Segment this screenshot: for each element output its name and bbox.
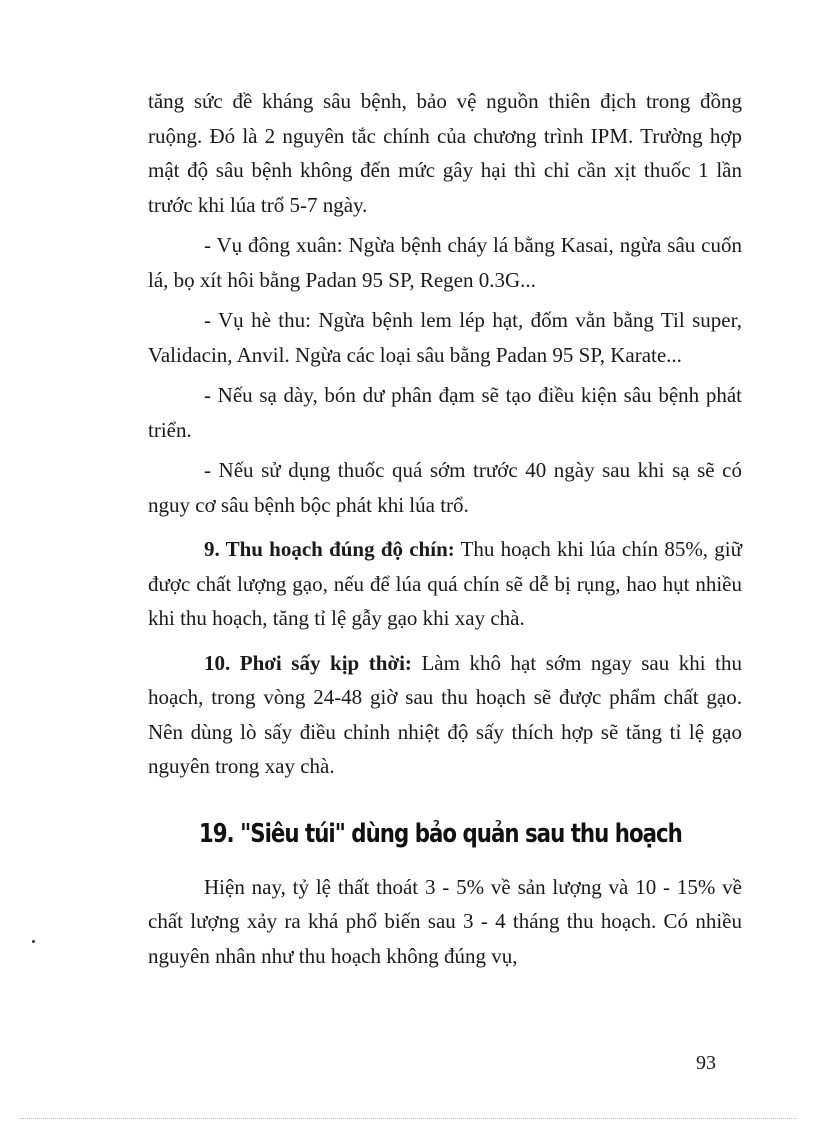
page-number: 93 — [696, 1052, 716, 1074]
footer-divider — [20, 1118, 796, 1119]
paragraph-section-intro: Hiện nay, tỷ lệ thất thoát 3 - 5% về sản lượng và 10 - 15% về chất lượng xảy ra khá phổ biến sau 3 - 4 tháng thu hoạch. Có nhiều nguyên nhân như thu hoạch không đúng vụ, — [148, 874, 742, 968]
scan-speck — [32, 940, 35, 943]
item-9-heading: 9. Thu hoạch đúng độ chín: — [204, 537, 455, 561]
paragraph-sa-day: - Nếu sạ dày, bón dư phân đạm sẽ tạo điều kiện sâu bệnh phát triển. — [148, 383, 742, 442]
paragraph-he-thu: - Vụ hè thu: Ngừa bệnh lem lép hạt, đốm vằn bằng Til super, Validacin, Anvil. Ngừa các loại sâu bằng Padan 95 SP, Karate... — [148, 308, 742, 367]
paragraph-item-10 — [148, 646, 742, 784]
paragraph-dong-xuan: - Vụ đông xuân: Ngừa bệnh cháy lá bằng Kasai, ngừa sâu cuốn lá, bọ xít hôi bằng Padan 95 SP, Regen 0.3G... — [148, 233, 742, 292]
item-10-heading: 10. Phơi sấy kịp thời: — [204, 650, 412, 675]
section-heading: 19. "Siêu túi" dùng bảo quản sau thu hoạch — [198, 818, 682, 849]
page-body — [148, 84, 742, 973]
paragraph-intro: tăng sức đề kháng sâu bệnh, bảo vệ nguồn thiên địch trong đồng ruộng. Đó là 2 nguyên tắc chính của chương trình IPM. Trường hợp mật độ sâu bệnh không đến mức gây hại thì chỉ cần xịt thuốc 1 lần trước khi lúa trổ 5-7 ngày. — [148, 89, 742, 217]
item-9-text: Thu hoạch khi lúa chín 85%, giữ được chất lượng gạo, nếu để lúa quá chín sẽ dễ bị rụng, hao hụt nhiều khi thu hoạch, tăng tỉ lệ gẫy gạo khi xay chà. — [148, 537, 742, 630]
paragraph-thuoc-som: - Nếu sử dụng thuốc quá sớm trước 40 ngày sau khi sạ sẽ có nguy cơ sâu bệnh bộc phát khi lúa trổ. — [148, 458, 742, 517]
paragraph-item-9 — [148, 532, 742, 636]
item-10-text: Làm khô hạt sớm ngay sau khi thu hoạch, trong vòng 24-48 giờ sau thu hoạch sẽ được phẩm chất gạo. Nên dùng lò sấy điều chỉnh nhiệt độ sấy thích hợp sẽ tăng tỉ lệ gạo nguyên trong xay chà. — [148, 650, 743, 778]
